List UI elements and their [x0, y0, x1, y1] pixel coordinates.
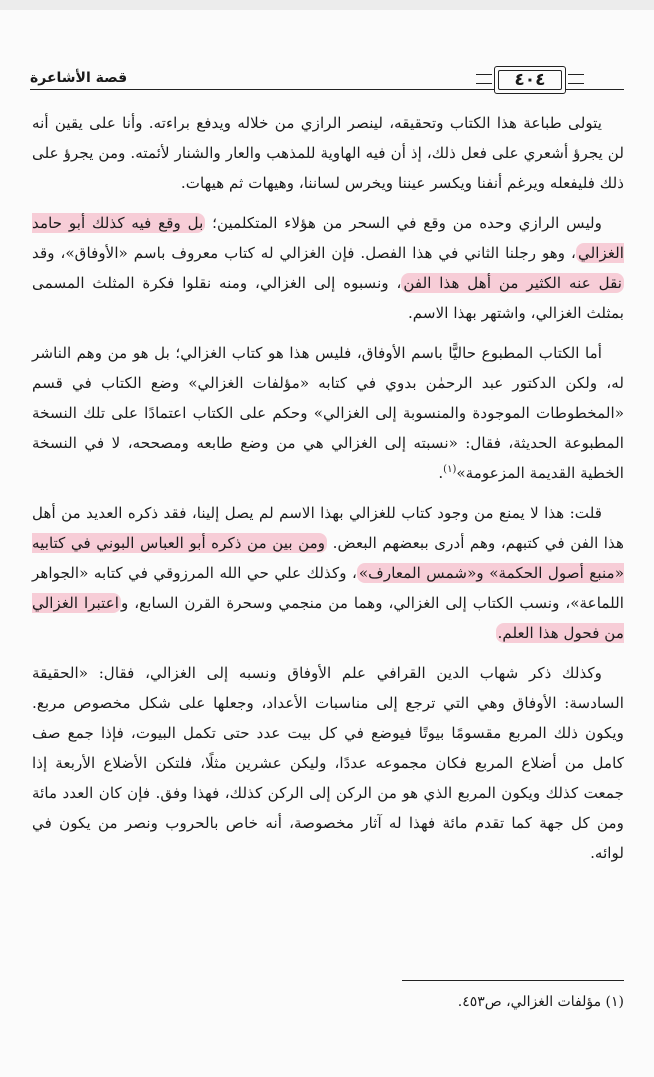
text-segment: أما الكتاب المطبوع حاليًّا باسم الأوفاق، فليس هذا هو كتاب الغزالي؛ بل هو من وهم الناشر له، ولكن الدكتور عبد الرحمٰن بدوي في كتابه «مؤلفات الغزالي» وضع الكتاب في قسم «المخطوطات الموجودة والمنسوبة إلى الغزالي» وحكم على الكتاب اعتمادًا على تلك النسخة المطبوعة الحديثة، فقال: «نسبته إلى الغزالي هي من وضع طابعه ومصححه، لا في النسخة الخطية القديمة المزعومة»: [32, 344, 624, 482]
page-number: ٤٠٤: [514, 70, 546, 90]
text-segment: يتولى طباعة هذا الكتاب وتحقيقه، لينصر الرازي من خلاله ويدفع براءته. وأنا على يقين أنه لن يجرؤ أشعري على فعل ذلك، إذ أن فيه الهاوية للمذهب والعار والشنار لأئمته. ومن يجرؤ على ذلك فليفعله ويرغم أنفنا ويكسر عيننا ويخرس لساننا، وهيهات ثم هيهات.: [32, 114, 624, 192]
body-text: [32, 108, 624, 878]
footnote-ref: (١): [443, 463, 457, 475]
text-segment: .: [438, 464, 444, 482]
ornament-left: [476, 74, 492, 84]
footnote: (١) مؤلفات الغزالي، ص٤٥٣.: [457, 994, 624, 1010]
book-page: [0, 10, 654, 1077]
text-segment: ، ونسبوه إلى الغزالي، ومنه نقلوا فكرة المثلث المسمى بمثلث الغزالي، واشتهر بهذا الاسم.: [32, 274, 624, 322]
paragraph-3: [32, 338, 624, 488]
paragraph-1: [32, 108, 624, 198]
text-segment: وليس الرازي وحده من وقع في السحر من هؤلاء المتكلمين؛: [205, 214, 603, 232]
highlighted-text: اعتبرا الغزالي من فحول هذا العلم.: [32, 594, 624, 642]
paragraph-5: [32, 658, 624, 868]
running-title: قصة الأشاعرة: [30, 70, 128, 86]
paragraph-4: [32, 498, 624, 648]
viewer-top-bar: [0, 0, 654, 10]
text-segment: وكذلك ذكر شهاب الدين القرافي علم الأوفاق ونسبه إلى الغزالي، فقال: «الحقيقة السادسة: الأوفاق وهي التي ترجع إلى مناسبات الأعداد، وجعلها على شكل مخصوص مربع. ويكون ذلك المربع مقسومًا بيوتًا فيوضع في كل بيت عدد حتى تكمل البيوت، فإذا جمع صف كامل من أضلاع المربع فكان مجموعه عددًا، وليكن عشرين مثلًا، فلتكن الأضلاع الأربعة إذا جمعت كذلك ويكون المربع الذي هو من الركن إلى الركن كذلك، فهذا وفق. فإن كان العدد مائة ومن كل جهة كما تقدم مائة فهذا له آثار مخصوصة، أنه خاص بالحروب ونصر من يكون في لوائه.: [32, 664, 624, 862]
highlighted-text: بل وقع فيه كذلك أبو حامد الغزالي: [32, 214, 624, 262]
page-number-frame: [494, 66, 566, 94]
highlighted-text: ومن بين من ذكره أبو العباس البوني في كتابيه «منبع أصول الحكمة» و«شمس المعارف»: [32, 534, 624, 582]
highlighted-text: نقل عنه الكثير من أهل هذا الفن: [403, 274, 622, 292]
text-segment: ، وهو رجلنا الثاني في هذا الفصل. فإن الغزالي له كتاب معروف باسم «الأوفاق»، وقد: [32, 244, 576, 262]
ornament-right: [568, 74, 584, 84]
page-header: [30, 62, 624, 90]
text-segment: ، وكذلك علي حي الله المرزوقي في كتابه «الجواهر اللماعة»، ونسب الكتاب إلى الغزالي، وهما من منجمي وسحرة القرن السابع، و: [32, 564, 625, 612]
paragraph-2: [32, 208, 624, 328]
text-segment: قلت: هذا لا يمنع من وجود كتاب للغزالي بهذا الاسم لم يصل إلينا، فقد ذكره العديد من أهل هذا الفن في كتبهم، وهم أدرى ببعضهم البعض.: [32, 504, 624, 552]
footnote-rule: [402, 980, 624, 981]
